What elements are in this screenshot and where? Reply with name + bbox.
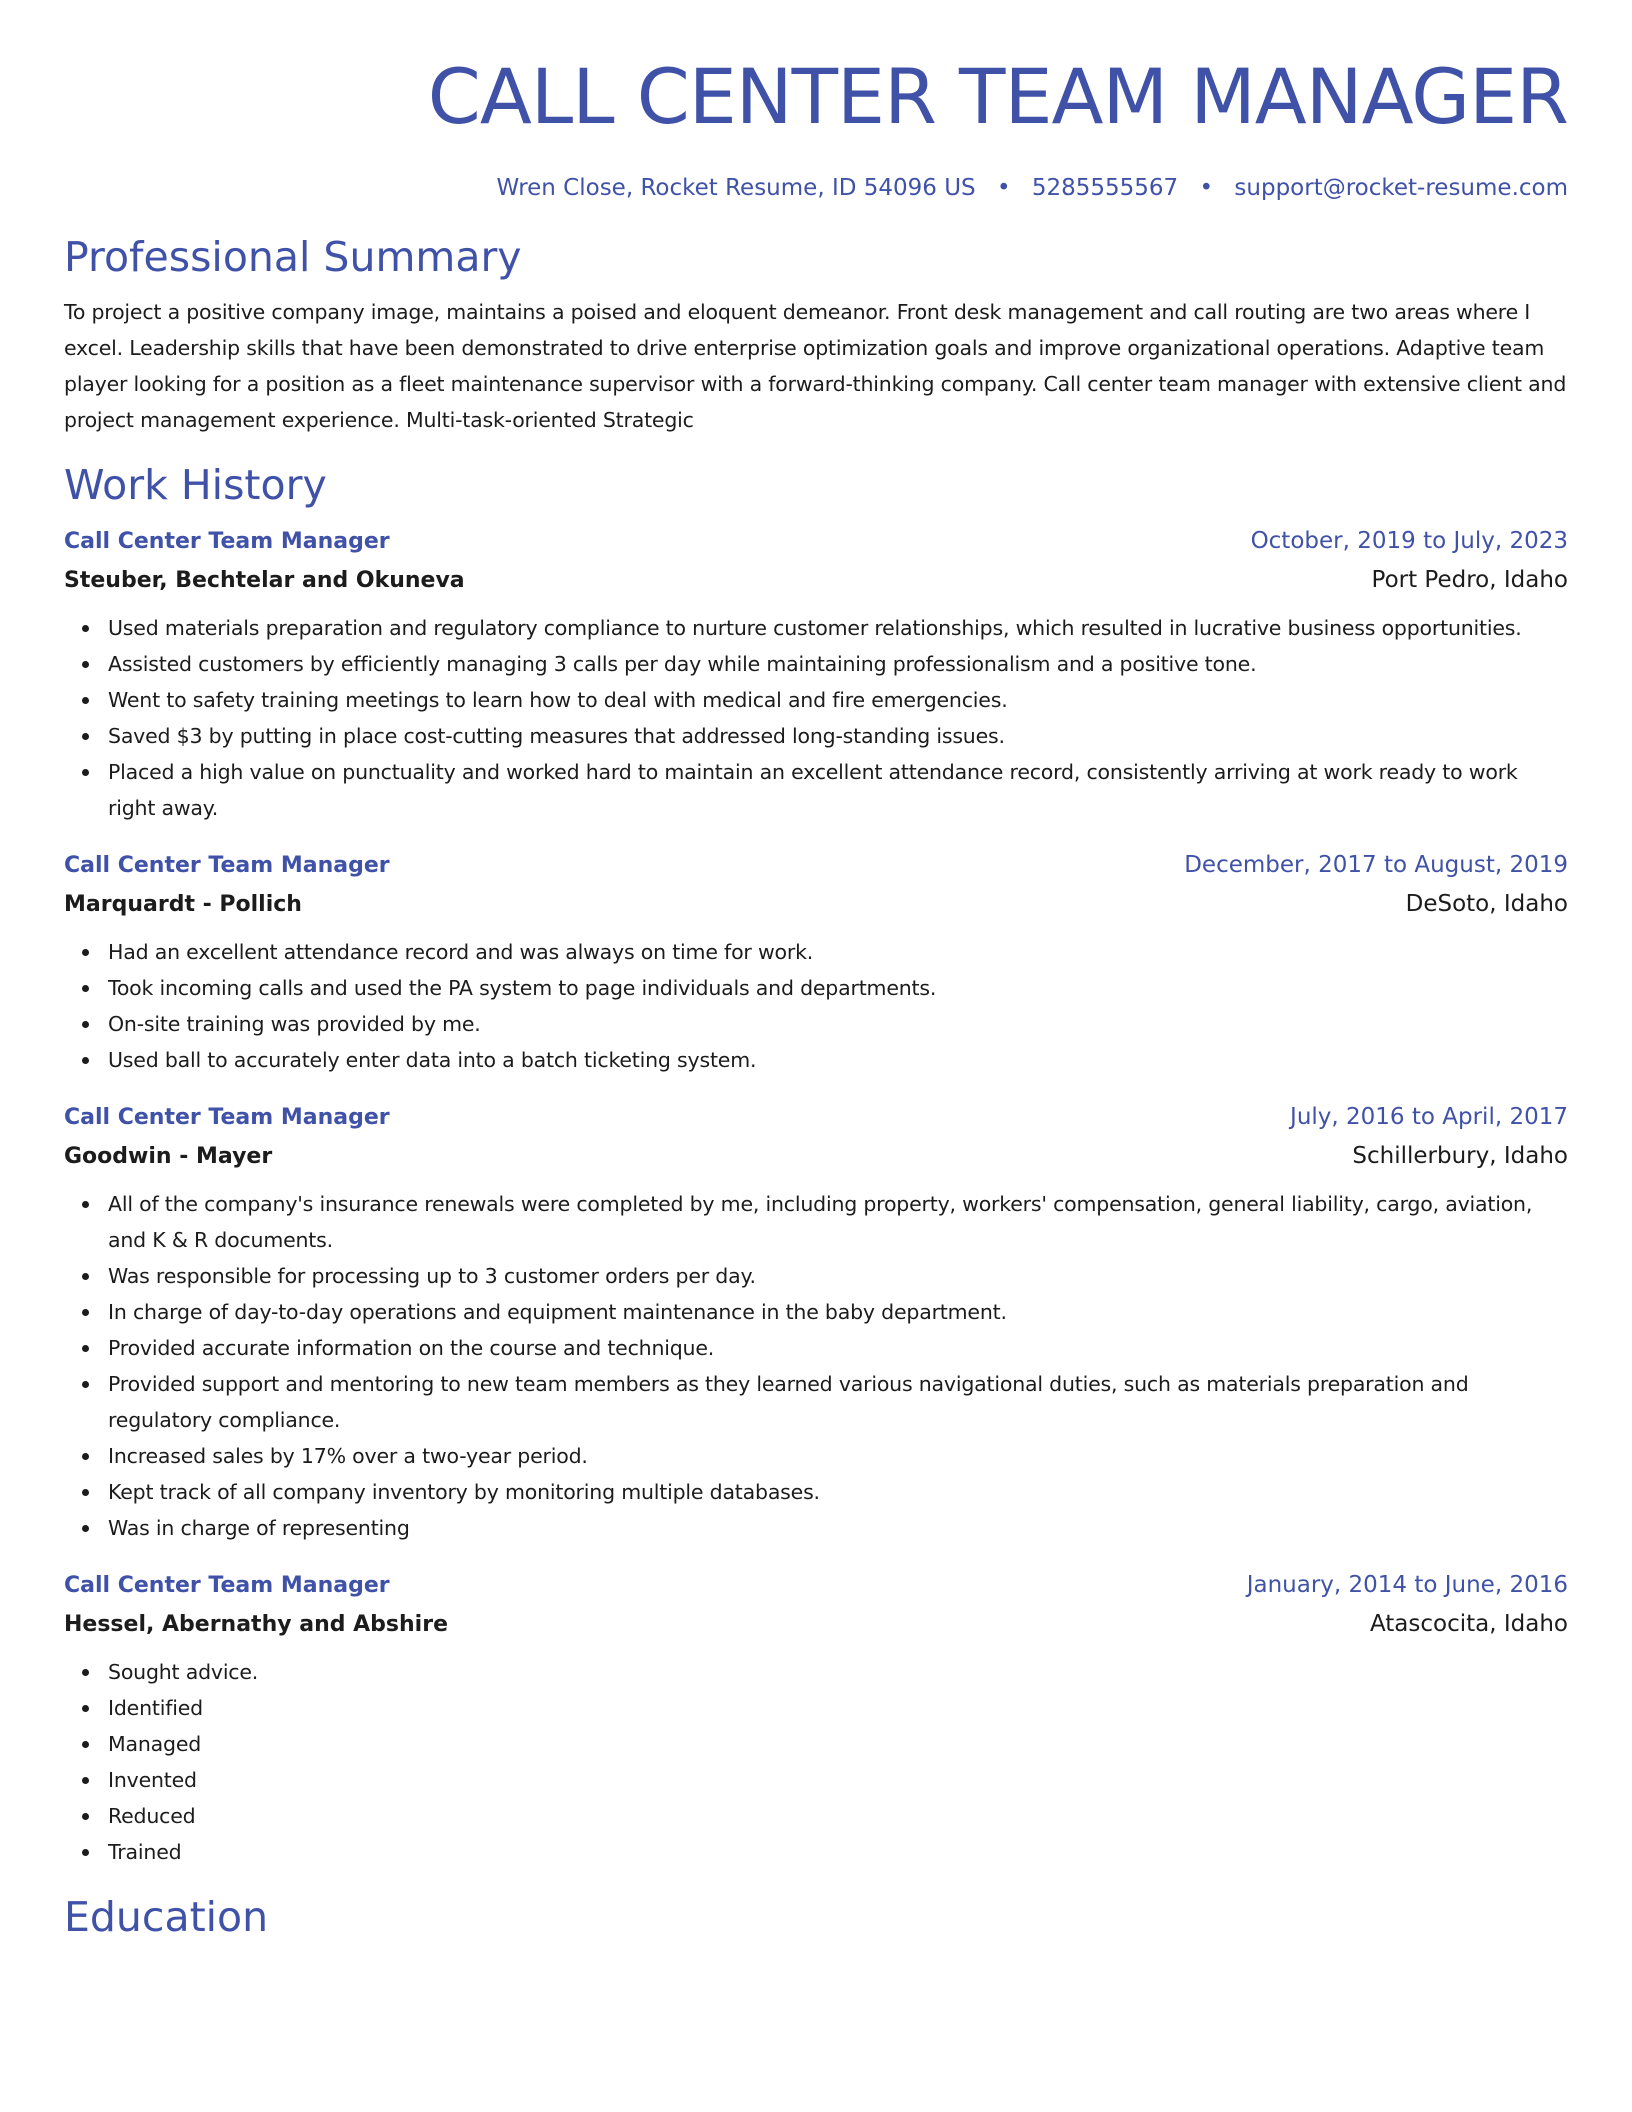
job-bullet-item: Trained	[108, 1834, 1568, 1870]
resume-name: CALL CENTER TEAM MANAGER	[427, 52, 1568, 141]
job-entry	[64, 522, 1568, 826]
job-location: Schillerbury, Idaho	[1352, 1143, 1568, 1169]
job-bullet-item: Used materials preparation and regulatory compliance to nurture customer relationships, which resulted in lucrative business opportunities.	[108, 610, 1568, 646]
job-bullet-item: Increased sales by 17% over a two-year period.	[108, 1438, 1568, 1474]
job-header-row	[64, 522, 1568, 561]
job-bullet-item: Assisted customers by efficiently managing 3 calls per day while maintaining professionalism and a positive tone.	[108, 646, 1568, 682]
work-history-list	[64, 522, 1568, 1870]
contact-phone[interactable]: 5285555567	[1031, 175, 1179, 201]
job-bullet-item: Invented	[108, 1762, 1568, 1798]
job-company: Goodwin - Mayer	[64, 1144, 273, 1169]
job-bullet-item: Managed	[108, 1726, 1568, 1762]
job-bullet-item: Sought advice.	[108, 1654, 1568, 1690]
job-bullet-item: Was in charge of representing	[108, 1510, 1568, 1546]
job-dates: January, 2014 to June, 2016	[1246, 1572, 1568, 1598]
job-title: Call Center Team Manager	[64, 1105, 390, 1130]
resume-page	[64, 0, 1568, 1942]
job-company-row	[64, 561, 1568, 600]
job-bullet-item: Provided support and mentoring to new team members as they learned various navigational duties, such as materials preparation and regulatory compliance.	[108, 1366, 1568, 1438]
job-entry	[64, 846, 1568, 1078]
contact-email[interactable]: support@rocket-resume.com	[1234, 175, 1568, 201]
job-bullet-item: Reduced	[108, 1798, 1568, 1834]
job-company-row	[64, 1137, 1568, 1176]
job-location: Atascocita, Idaho	[1369, 1611, 1568, 1637]
job-location: DeSoto, Idaho	[1405, 891, 1568, 917]
job-title: Call Center Team Manager	[64, 1573, 390, 1598]
job-location: Port Pedro, Idaho	[1371, 567, 1568, 593]
job-company: Steuber, Bechtelar and Okuneva	[64, 568, 465, 593]
job-company-row	[64, 1605, 1568, 1644]
job-dates: October, 2019 to July, 2023	[1250, 528, 1568, 554]
job-bullet-list	[64, 1654, 1568, 1870]
job-bullet-list	[64, 610, 1568, 826]
job-entry	[64, 1098, 1568, 1546]
job-title: Call Center Team Manager	[64, 853, 390, 878]
job-bullet-item: Was responsible for processing up to 3 customer orders per day.	[108, 1258, 1568, 1294]
section-title-summary: Professional Summary	[64, 233, 522, 281]
job-company: Hessel, Abernathy and Abshire	[64, 1612, 448, 1637]
job-bullet-item: Provided accurate information on the course and technique.	[108, 1330, 1568, 1366]
job-bullet-list	[64, 934, 1568, 1078]
job-bullet-item: Placed a high value on punctuality and worked hard to maintain an excellent attendance record, consistently arriving at work ready to work right away.	[108, 754, 1568, 826]
job-bullet-item: Had an excellent attendance record and was always on time for work.	[108, 934, 1568, 970]
job-dates: December, 2017 to August, 2019	[1184, 852, 1568, 878]
job-title: Call Center Team Manager	[64, 529, 390, 554]
job-dates: July, 2016 to April, 2017	[1290, 1104, 1568, 1130]
contact-separator: •	[996, 175, 1011, 201]
section-title-education: Education	[64, 1893, 269, 1941]
job-bullet-list	[64, 1186, 1568, 1546]
contact-address: Wren Close, Rocket Resume, ID 54096 US	[496, 175, 976, 201]
job-header-row	[64, 1098, 1568, 1137]
job-bullet-item: Identified	[108, 1690, 1568, 1726]
job-header-row	[64, 846, 1568, 885]
job-bullet-item: Took incoming calls and used the PA system to page individuals and departments.	[108, 970, 1568, 1006]
contact-line	[64, 172, 1568, 204]
job-bullet-item: In charge of day-to-day operations and equipment maintenance in the baby department.	[108, 1294, 1568, 1330]
job-company: Marquardt - Pollich	[64, 892, 302, 917]
job-company-row	[64, 885, 1568, 924]
job-bullet-item: Used ball to accurately enter data into a batch ticketing system.	[108, 1042, 1568, 1078]
job-bullet-item: All of the company's insurance renewals were completed by me, including property, workers' compensation, general liability, cargo, aviation, and K & R documents.	[108, 1186, 1568, 1258]
job-bullet-item: Kept track of all company inventory by monitoring multiple databases.	[108, 1474, 1568, 1510]
job-bullet-item: Went to safety training meetings to learn how to deal with medical and fire emergencies.	[108, 682, 1568, 718]
job-entry	[64, 1566, 1568, 1870]
section-title-work-history: Work History	[64, 461, 327, 509]
job-bullet-item: Saved $3 by putting in place cost-cutting measures that addressed long-standing issues.	[108, 718, 1568, 754]
summary-text: To project a positive company image, maintains a poised and eloquent demeanor. Front desk management and call routing are two areas where I excel. Leadership skills that have been demonstrated to drive enterprise optimization goals and improve organizational operations. Adaptive team player looking for a position as a fleet maintenance supervisor with a forward-thinking company. Call center team manager with extensive client and project management experience. Multi-task-oriented Strategic	[64, 300, 1567, 432]
contact-separator: •	[1199, 175, 1214, 201]
job-bullet-item: On-site training was provided by me.	[108, 1006, 1568, 1042]
job-header-row	[64, 1566, 1568, 1605]
